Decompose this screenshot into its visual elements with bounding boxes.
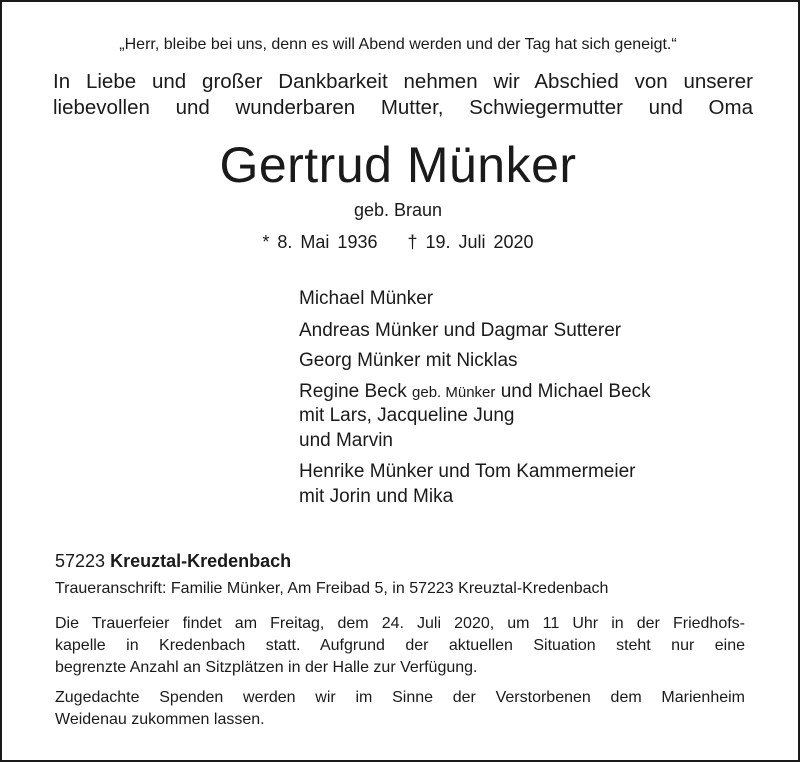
intro-line-1: In Liebe und großer Dankbarkeit nehmen wir Abschied von unserer — [53, 70, 753, 93]
family-member-partner: und Michael Beck — [500, 381, 651, 402]
bible-quote: „Herr, bleibe bei uns, denn es will Abend werden und der Tag hat sich geneigt.“ — [119, 36, 677, 53]
donation-info-line: Weidenau zukommen lassen. — [55, 711, 265, 728]
family-member-line: Andreas Münker und Dagmar Sutterer — [299, 320, 622, 341]
mourning-address: Traueranschrift: Familie Münker, Am Freibad 5, in 57223 Kreuztal-Kredenbach — [55, 580, 609, 597]
family-member-line: Henrike Münker und Tom Kammermeier — [299, 461, 636, 482]
funeral-info-line: Die Trauerfeier findet am Freitag, dem 24. Juli 2020, um 11 Uhr in der Friedhofs- — [55, 615, 745, 632]
intro-line-2: liebevollen und wunderbaren Mutter, Schwiegermutter und Oma — [53, 96, 753, 119]
family-member-line: mit Lars, Jacqueline Jung — [299, 405, 515, 426]
birth-name: geb. Braun — [353, 200, 443, 220]
family-member-birth-name: geb. Münker — [412, 384, 496, 401]
family-member-line: Michael Münker — [299, 288, 434, 309]
city-name: Kreuztal-Kredenbach — [110, 551, 292, 571]
family-member-line — [299, 381, 651, 403]
life-dates — [0, 232, 796, 253]
donation-info-line: Zugedachte Spenden werden wir im Sinne der Verstorbenen dem Marienheim — [55, 689, 745, 706]
family-member-line: mit Jorin und Mika — [299, 486, 454, 507]
zip-code: 57223 — [55, 551, 106, 571]
death-date: † 19. Juli 2020 — [407, 232, 534, 252]
birth-date: * 8. Mai 1936 — [262, 232, 378, 252]
funeral-info-line: begrenzte Anzahl an Sitzplätzen in der Halle zur Verfügung. — [55, 659, 478, 676]
funeral-info — [55, 613, 745, 679]
family-member-line: und Marvin — [299, 430, 393, 451]
family-member-line: Georg Münker mit Nicklas — [299, 350, 518, 371]
donation-info — [55, 687, 745, 731]
funeral-info-line: kapelle in Kredenbach statt. Aufgrund der aktuellen Situation steht nur eine — [55, 637, 745, 654]
location-heading — [55, 551, 291, 572]
deceased-name: Gertrud Münker — [219, 137, 577, 193]
family-member-name: Regine Beck — [299, 381, 407, 402]
